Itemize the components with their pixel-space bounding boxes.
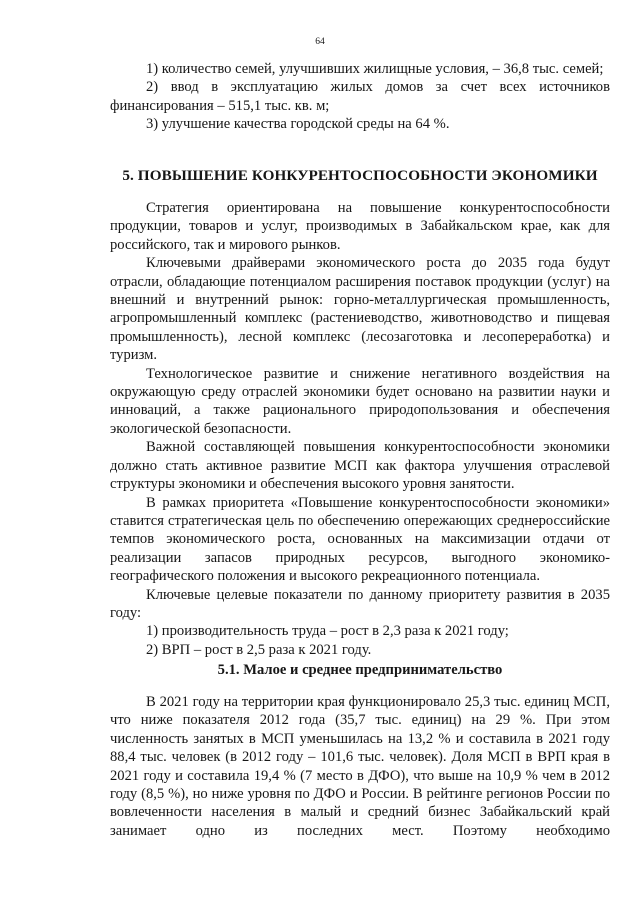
subsection-title: 5.1. Малое и среднее предпринимательство (217, 662, 503, 678)
housing-results-list (110, 60, 610, 134)
section-title: 5. ПОВЫШЕНИЕ КОНКУРЕНТОСПОСОБНОСТИ ЭКОНОМИКИ (122, 167, 598, 184)
target-item: 2) ВРП – рост в 2,5 раза к 2021 году. (146, 641, 372, 658)
paragraph: Важной составляющей повышения конкурентоспособности экономики должно стать активное развитие МСП как фактора улучшения отраслевой структуры экономики и обеспечения высокого уровня занятости. (110, 439, 610, 493)
section-body (110, 199, 610, 659)
paragraph: В рамках приоритета «Повышение конкурентоспособности экономики» ставится стратегическая цель по обеспечению опережающих среднероссийские темпов экономического роста, основанных на максимизации отдачи от реализации запасов природных ресурсов, выгодного экономико-географического положения и высокого рекреационного потенциала. (110, 494, 610, 585)
list-item: 2) ввод в эксплуатацию жилых домов за счет всех источников финансирования – 515,1 тыс. кв. м; (110, 79, 610, 114)
page-number: 64 (315, 37, 325, 47)
paragraph: Ключевыми драйверами экономического роста до 2035 года будут отрасли, обладающие потенциалом расширения поставок продукции (услуг) на внешний и внутренний рынок: горно-металлургическая промышленность, агропромышленный комплекс (растениеводство, животноводство и пищевая промышленность), лесной комплекс (лесозаготовка и лесопереработка) и туризм. (110, 255, 610, 364)
target-item: 1) производительность труда – рост в 2,3 раза к 2021 году; (146, 623, 509, 640)
paragraph: Технологическое развитие и снижение негативного воздействия на окружающую среду отраслей экономики будет основано на развитии науки и инноваций, а также рационального природопользования и обеспечения экологической безопасности. (110, 365, 610, 437)
paragraph: Стратегия ориентирована на повышение конкурентоспособности продукции, товаров и услуг, производимых в Забайкальском крае, как для российского, так и мирового рынков. (110, 200, 610, 253)
list-item: 1) количество семей, улучшивших жилищные условия, – 36,8 тыс. семей; (146, 61, 604, 77)
list-item: 3) улучшение качества городской среды на 64 %. (146, 116, 450, 133)
paragraph: Ключевые целевые показатели по данному приоритету развития в 2035 году: (110, 586, 610, 621)
subsection-body (110, 693, 610, 840)
paragraph: В 2021 году на территории края функционировало 25,3 тыс. единиц МСП, что ниже показателя 2012 года (35,7 тыс. единиц) на 29 %. При этом численность занятых в МСП уменьшилась на 13,2 % и составила в 2021 году 88,4 тыс. человек (в 2012 году – 101,6 тыс. человек). Доля МСП в ВРП края в 2021 году и составила 19,4 % (7 место в ДФО), что выше на 10,9 % чем в 2012 году (8,5 %), но ниже уровня по ДФО и России. В рейтинге регионов России по вовлеченности населения в малый и средний бизнес Забайкальский край занимает одно из последних мест. Поэтому необходимо (110, 694, 610, 839)
